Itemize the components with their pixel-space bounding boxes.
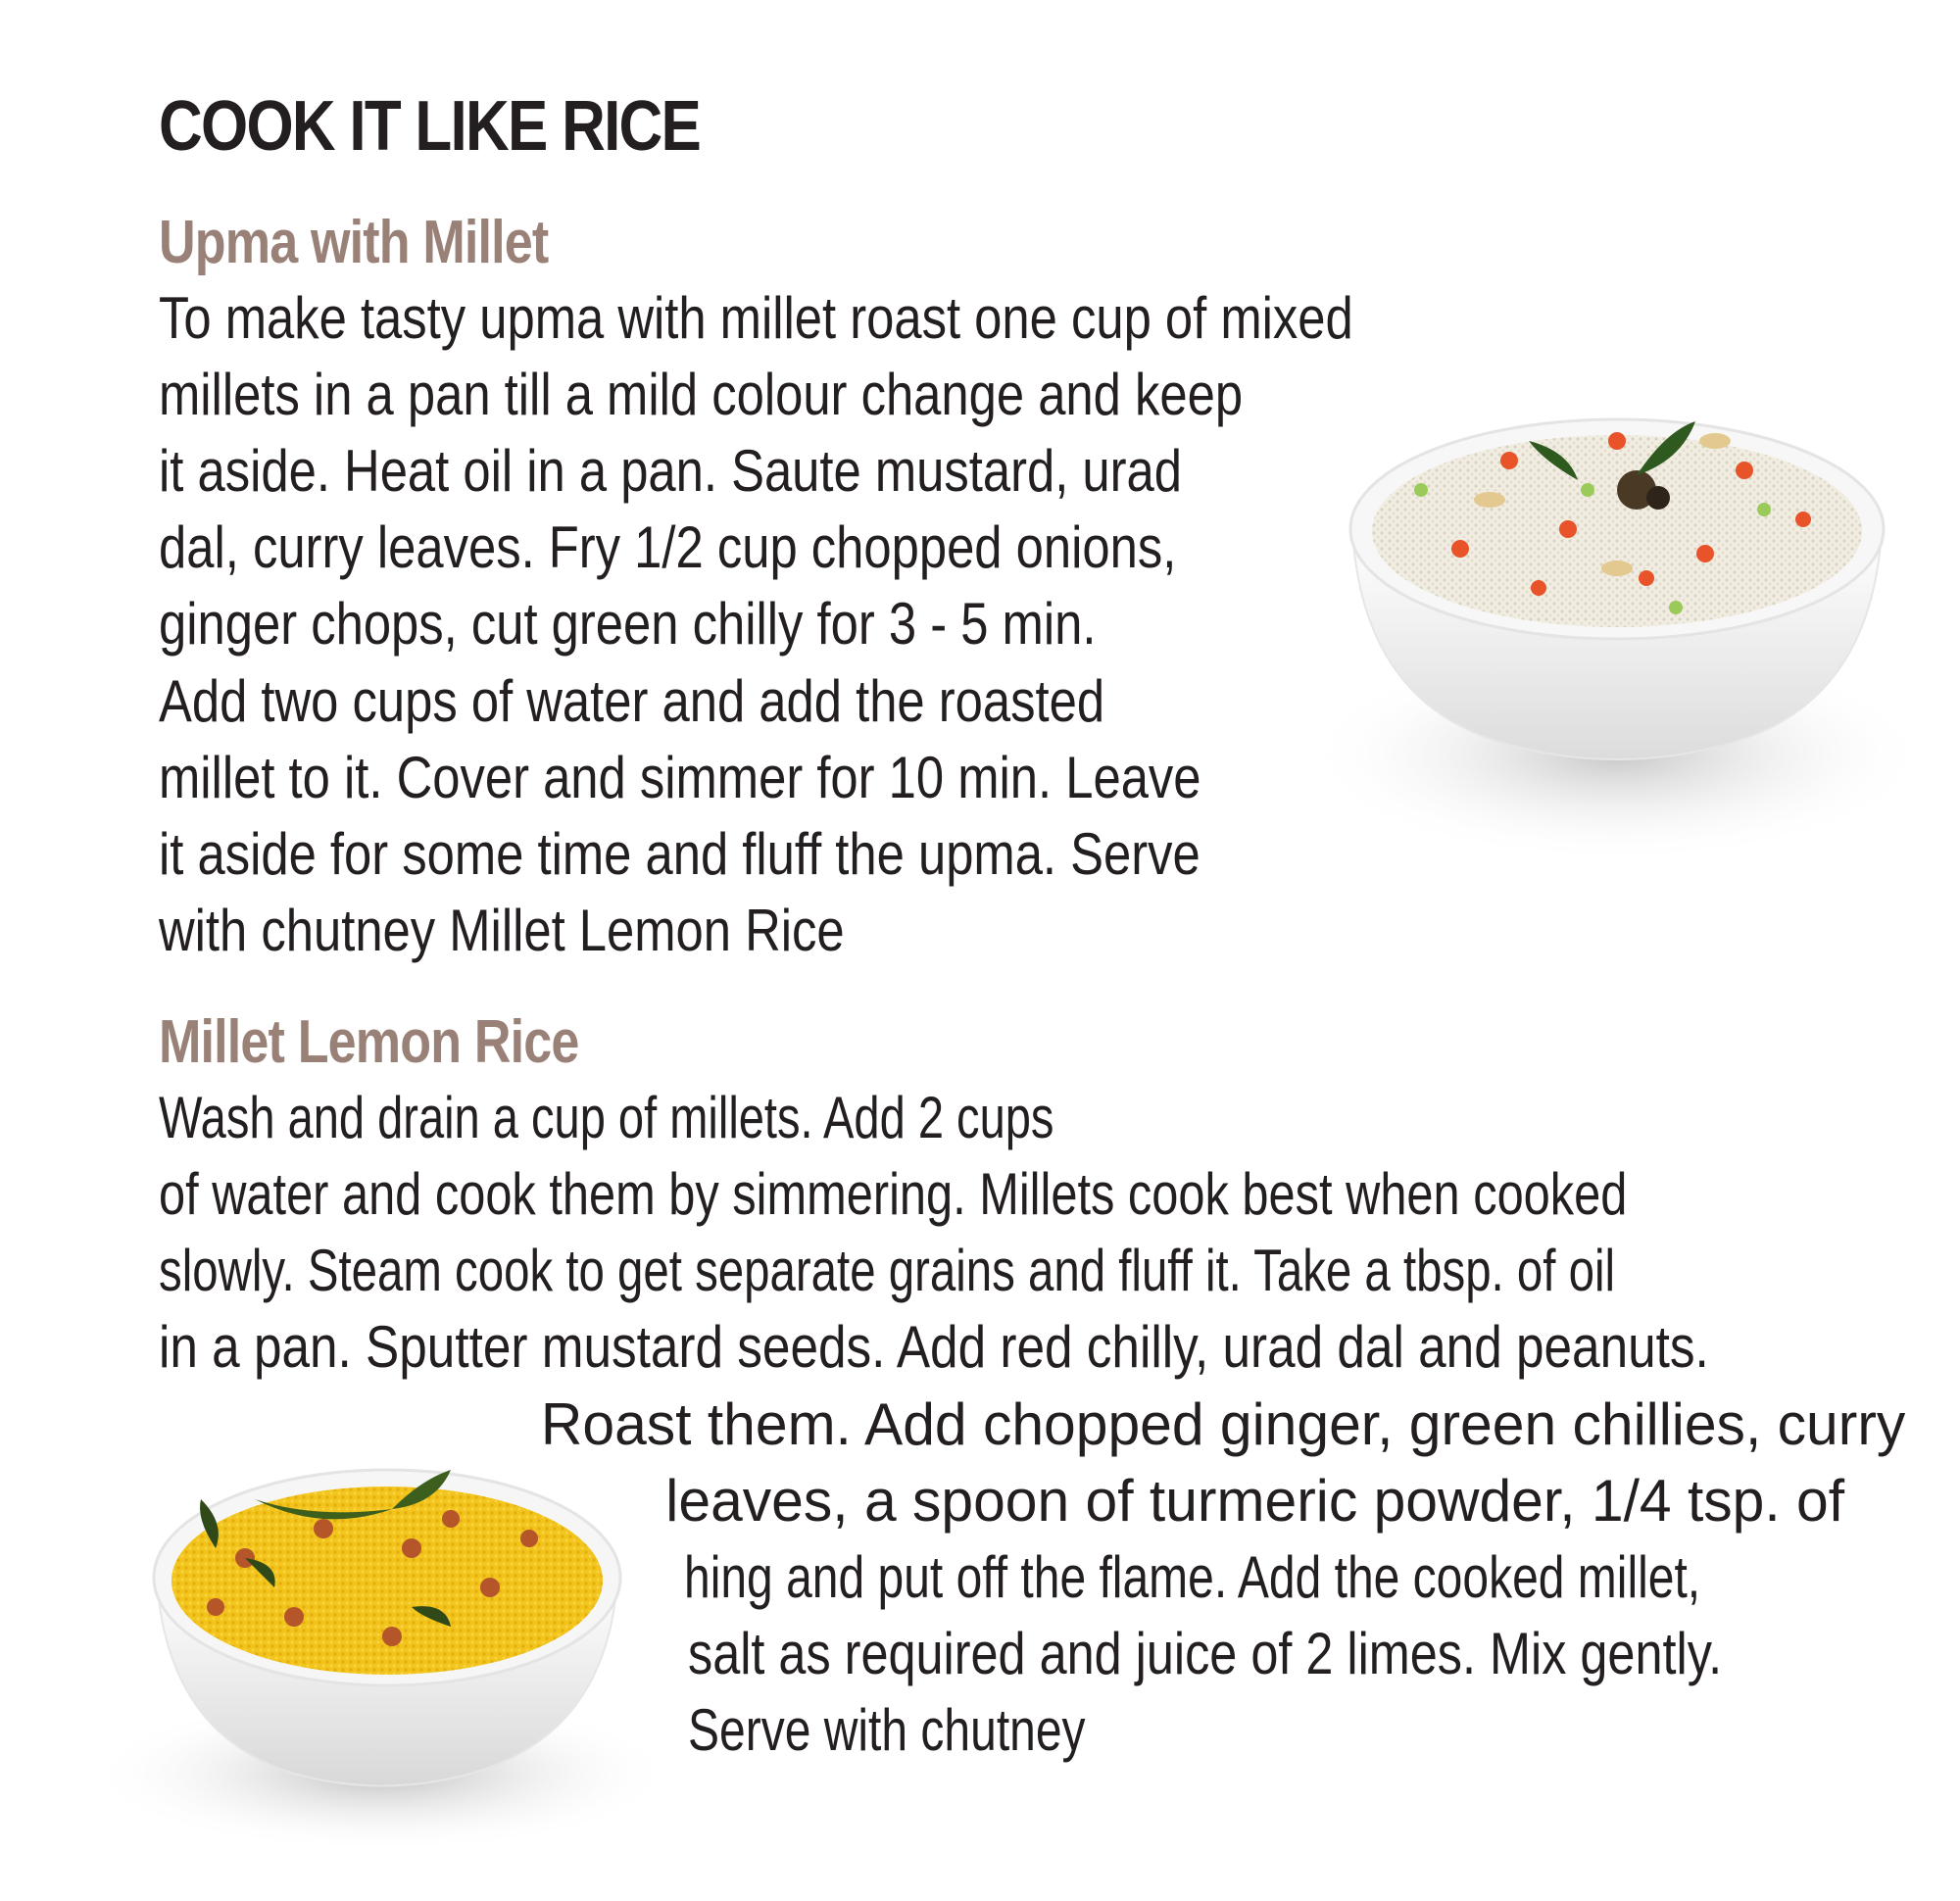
lemon-text-line-4: in a pan. Sputter mustard seeds. Add red chilly, urad dal and peanuts. [159, 1314, 1709, 1380]
upma-text-line-4: dal, curry leaves. Fry 1/2 cup chopped onions, [159, 514, 1177, 580]
lemon-text-line-9: Serve with chutney [688, 1697, 1086, 1763]
recipe-title-upma: Upma with Millet [159, 209, 549, 276]
recipe-title-lemon-rice: Millet Lemon Rice [159, 1008, 579, 1076]
page-title: COOK IT LIKE RICE [159, 87, 701, 166]
lemon-text-line-3: slowly. Steam cook to get separate grains and fluff it. Take a tbsp. of oil [159, 1238, 1616, 1303]
upma-text-line-5: ginger chops, cut green chilly for 3 - 5 min. [159, 591, 1097, 657]
upma-text-line-9: with chutney Millet Lemon Rice [159, 898, 845, 963]
upma-bowl-photo [1294, 382, 1940, 872]
upma-text-line-1: To make tasty upma with millet roast one cup of mixed [159, 285, 1353, 351]
lemon-text-line-7: hing and put off the flame. Add the cooked millet, [684, 1544, 1701, 1610]
lemon-text-line-2: of water and cook them by simmering. Millets cook best when cooked [159, 1161, 1628, 1227]
upma-text-line-6: Add two cups of water and add the roasted [159, 668, 1105, 734]
upma-text-line-8: it aside for some time and fluff the upma. Serve [159, 821, 1200, 887]
upma-text-line-2: millets in a pan till a mild colour change and keep [159, 362, 1244, 427]
upma-text-line-7: millet to it. Cover and simmer for 10 min. Leave [159, 745, 1201, 810]
upma-text-line-3: it aside. Heat oil in a pan. Saute mustard, urad [159, 438, 1183, 504]
lemon-text-line-5: Roast them. Add chopped ginger, green chillies, curry [540, 1391, 1906, 1457]
lemon-text-line-1: Wash and drain a cup of millets. Add 2 cups [159, 1085, 1054, 1150]
lemon-text-line-8: salt as required and juice of 2 limes. Mix gently. [688, 1621, 1723, 1686]
lemon-rice-bowl-photo [98, 1440, 686, 1852]
lemon-text-line-6: leaves, a spoon of turmeric powder, 1/4 tsp. of [665, 1468, 1845, 1534]
